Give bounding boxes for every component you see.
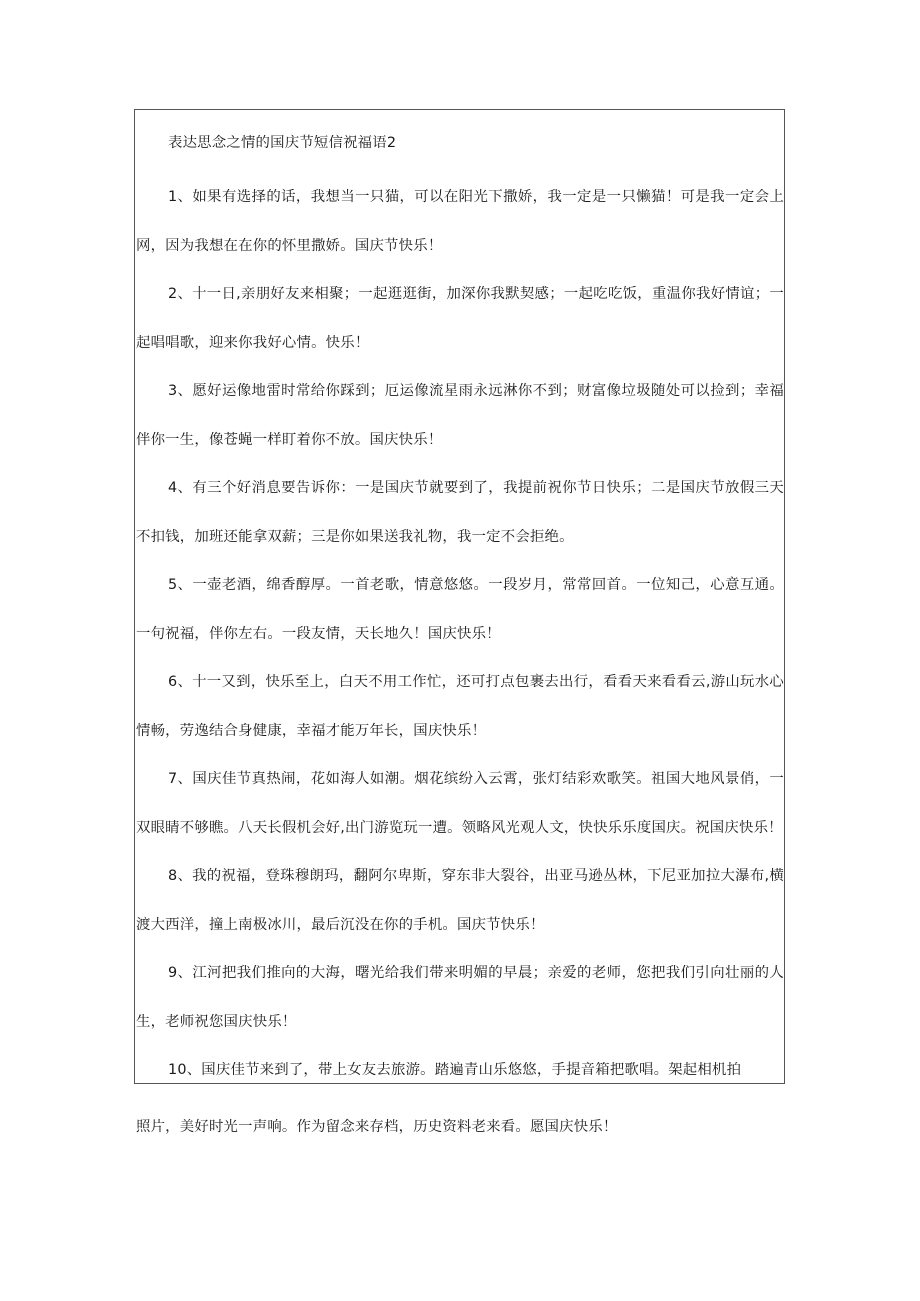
paragraph-5: 5、一壶老酒，绵香醇厚。一首老歌，情意悠悠。一段岁月，常常回首。一位知己，心意互通。一句祝福，伴你左右。一段友情，天长地久！国庆快乐！	[136, 577, 784, 642]
paragraph-7: 7、国庆佳节真热闹，花如海人如潮。烟花缤纷入云霄，张灯结彩欢歌笑。祖国大地风景俏，一双眼睛不够瞧。八天长假机会好,出门游览玩一遭。领略风光观人文，快快乐乐度国庆。祝国庆快乐！	[136, 771, 784, 836]
paragraph-8: 8、我的祝福，登珠穆朗玛，翻阿尔卑斯，穿东非大裂谷，出亚马逊丛林，下尼亚加拉大瀑布,横渡大西洋，撞上南极冰川，最后沉没在你的手机。国庆节快乐！	[136, 868, 784, 933]
paragraph-10-continuation: 照片，美好时光一声响。作为留念来存档，历史资料老来看。愿国庆快乐！	[136, 1119, 618, 1135]
document-title: 表达思念之情的国庆节短信祝福语2	[168, 135, 397, 151]
paragraph-2: 2、十一日,亲朋好友来相聚；一起逛逛街，加深你我默契感；一起吃吃饭，重温你我好情谊；一起唱唱歌，迎来你我好心情。快乐！	[136, 286, 784, 351]
document-body	[136, 125, 784, 1095]
paragraph-6: 6、十一又到，快乐至上，白天不用工作忙，还可打点包裹去出行，看看天来看看云,游山玩水心情畅，劳逸结合身健康，幸福才能万年长，国庆快乐！	[136, 674, 784, 739]
paragraph-4: 4、有三个好消息要告诉你：一是国庆节就要到了，我提前祝你节日快乐；二是国庆节放假三天不扣钱，加班还能拿双薪；三是你如果送我礼物，我一定不会拒绝。	[136, 480, 784, 545]
paragraph-9: 9、江河把我们推向的大海，曙光给我们带来明媚的早晨；亲爱的老师，您把我们引向壮丽的人生，老师祝您国庆快乐！	[136, 965, 784, 1030]
paragraph-1: 1、如果有选择的话，我想当一只猫，可以在阳光下撒娇，我一定是一只懒猫！可是我一定会上网，因为我想在在你的怀里撒娇。国庆节快乐！	[136, 189, 784, 254]
paragraph-3: 3、愿好运像地雷时常给你踩到；厄运像流星雨永远淋你不到；财富像垃圾随处可以捡到；幸福伴你一生，像苍蝇一样盯着你不放。国庆快乐！	[136, 383, 784, 448]
paragraph-10: 10、国庆佳节来到了，带上女友去旅游。踏遍青山乐悠悠，手提音箱把歌唱。架起相机拍	[168, 1062, 742, 1078]
